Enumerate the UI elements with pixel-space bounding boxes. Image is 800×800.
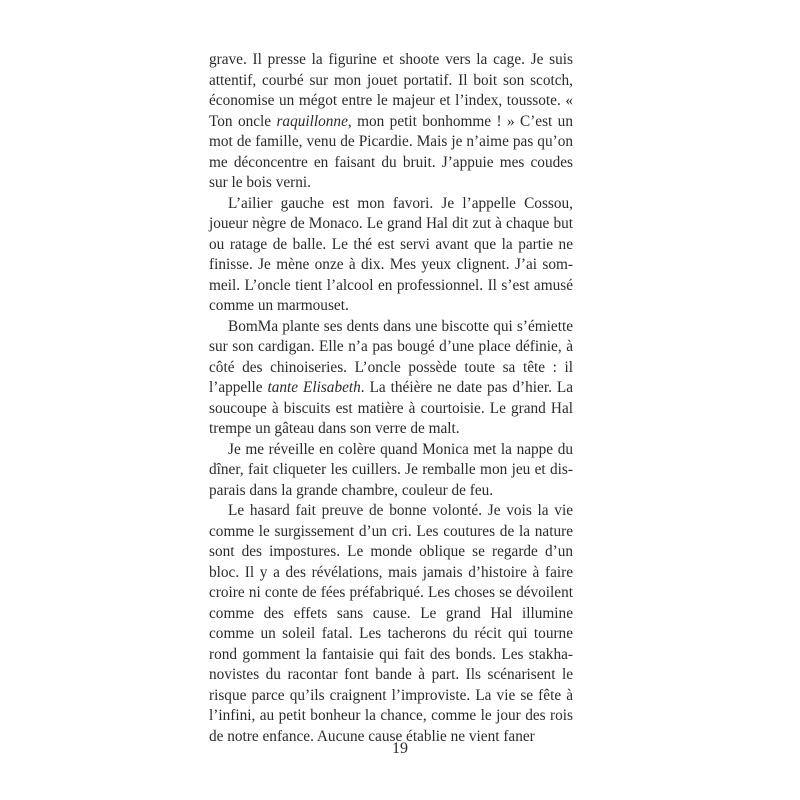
paragraph-3: [209, 317, 573, 440]
italic-term: tante Elisabeth: [267, 379, 361, 396]
text-segment: L’ailier gauche est mon favori. Je l’appelle Cossou, joueur nègre de Monaco. Le grand Hal dit zut à chaque but ou ratage de balle. Le thé est servi avant que la partie ne finisse. Je mène onze à dix. Mes yeux clignent. J’ai sommeil. L’oncle tient l’alcool en professionnel. Il s’est amusé comme un marmouset.: [209, 194, 573, 314]
text-segment: Je me réveille en colère quand Monica met la nappe du dîner, fait cliqueter les cuillers. Je remballe mon jeu et disparais dans la grande chambre, couleur de feu.: [209, 440, 573, 499]
paragraph-4: [209, 440, 573, 502]
text-segment: BomMa plante ses dents dans une biscotte qui s’émiette sur son cardigan. Elle n’a pas bougé d’une place définie, à côté des chinoiseries. L’oncle possède toute sa tête : il l’appelle: [209, 317, 573, 396]
paragraph-2: [209, 194, 573, 317]
body-text: [209, 50, 573, 747]
text-segment: Le hasard fait preuve de bonne volonté. Je vois la vie comme le surgissement d’un cri. Les coutures de la nature sont des impostures. Le monde oblique se regarde d’un bloc. Il y a des révélations, mais jamais d’histoire à faire croire ni conte de fées préfabriqué. Les choses se dévoilent comme des effets sans cause. Le grand Hal illumine comme un soleil fatal. Les tacherons du récit qui tourne rond gomment la fantaisie qui fait des bonds. Les stakhanovistes du racontar font bande à part. Ils scénarisent le risque parce qu’ils craignent l’improviste. La vie se fête à l’infini, au petit bonheur la chance, comme le jour des rois de notre enfance. Aucune cause établie ne vient faner: [209, 502, 573, 745]
text-segment: . La théière ne date pas d’hier. La soucoupe à biscuits est matière à courtoisie. Le grand Hal trempe un gâteau dans son verre de malt.: [209, 379, 573, 437]
text-segment: , mon petit bonhomme ! » C’est un mot de famille, venu de Picardie. Mais je n’aime pas qu’on me déconcentre en faisant du bruit. J’appuie mes coudes sur le bois verni.: [209, 112, 573, 191]
paragraph-5: [209, 501, 573, 747]
italic-term: raquillonne: [276, 112, 348, 130]
paragraph-1: [209, 50, 573, 194]
text-segment: grave. Il presse la figurine et shoote vers la cage. Je suis attentif, courbé sur mon jouet portatif. Il boit son scotch, économise un mégot entre le majeur et l’index, toussote. « Ton oncle: [209, 51, 573, 130]
page-number: 19: [392, 740, 408, 757]
